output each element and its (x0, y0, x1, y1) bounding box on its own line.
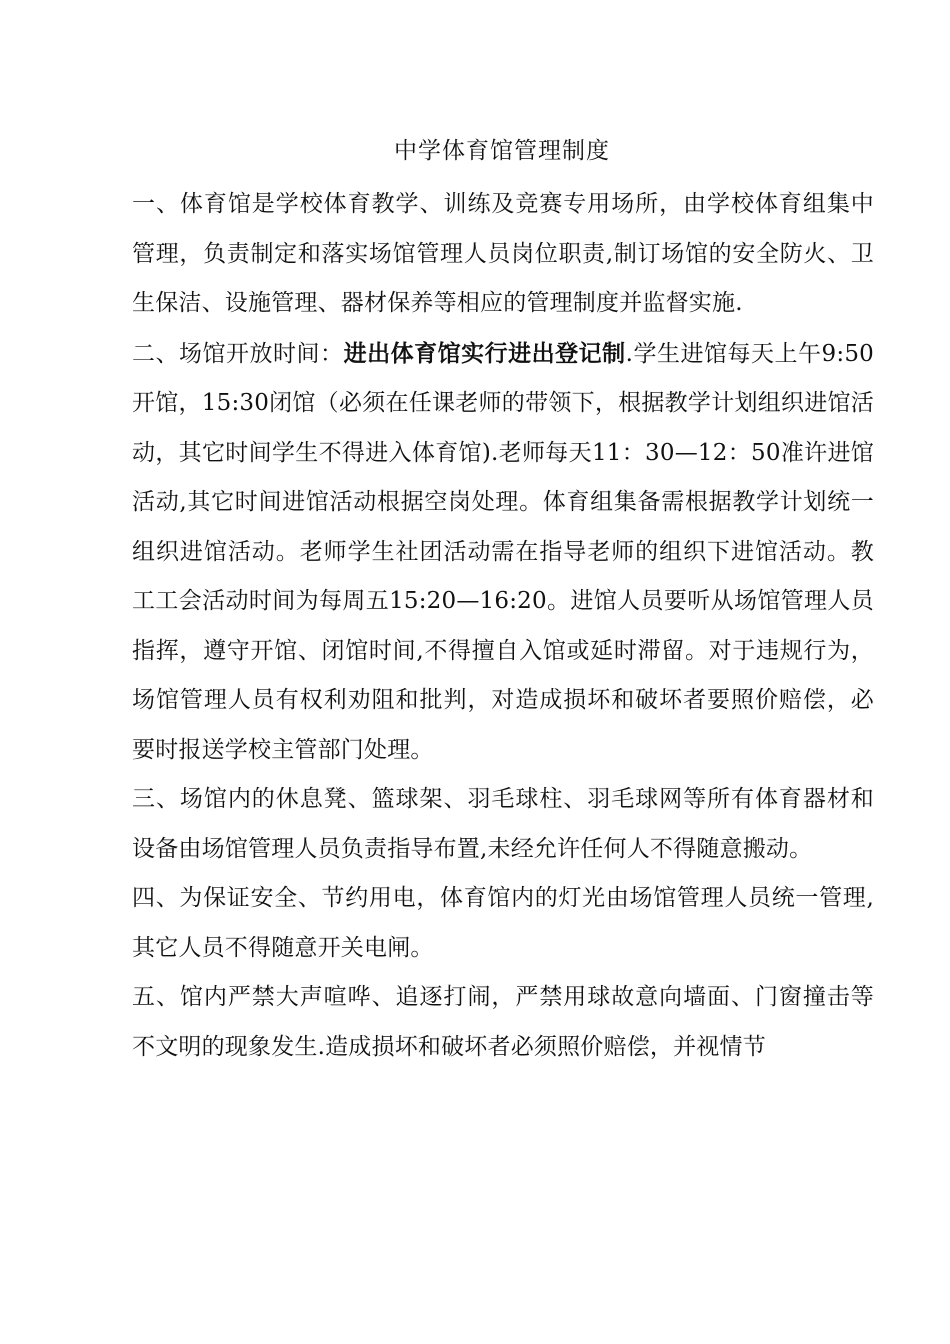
paragraph-2-bold-text: 进出体育馆实行进出登记制 (343, 339, 626, 367)
document-title: 中学体育馆管理制度 (394, 138, 610, 164)
document-body (132, 180, 874, 1072)
paragraph-1: 一、体育馆是学校体育教学、训练及竞赛专用场所，由学校体育组集中管理，负责制定和落实场馆管理人员岗位职责,制订场馆的安全防火、卫生保洁、设施管理、器材保养等相应的管理制度并监督实施. (132, 191, 874, 316)
paragraph-3: 三、场馆内的休息凳、篮球架、羽毛球柱、羽毛球网等所有体育器材和设备由场馆管理人员负责指导布置,未经允许任何人不得随意搬动。 (132, 786, 874, 862)
paragraph-2-suffix: .学生进馆每天上午9:50开馆，15:30闭馆（必须在任课老师的带领下，根据教学计划组织进馆活动，其它时间学生不得进入体育馆).老师每天11：30—12：50准许进馆活动,其它时间进馆活动根据空岗处理。体育组集备需根据教学计划统一组织进馆活动。老师学生社团活动需在指导老师的组织下进馆活动。教工工会活动时间为每周五15:20—16:20。进馆人员要听从场馆管理人员指挥，遵守开馆、闭馆时间,不得擅自入馆或延时滞留。对于违规行为，场馆管理人员有权利劝阻和批判，对造成损坏和破坏者要照价赔偿，必要时报送学校主管部门处理。 (132, 340, 874, 763)
paragraph-2 (132, 329, 874, 776)
paragraph-5: 五、馆内严禁大声喧哗、追逐打闹，严禁用球故意向墙面、门窗撞击等不文明的现象发生.造成损坏和破坏者必须照价赔偿，并视情节 (132, 984, 874, 1060)
paragraph-2-prefix: 二、场馆开放时间： (132, 340, 344, 367)
paragraph-4: 四、为保证安全、节约用电，体育馆内的灯光由场馆管理人员统一管理,其它人员不得随意开关电闸。 (132, 885, 874, 961)
